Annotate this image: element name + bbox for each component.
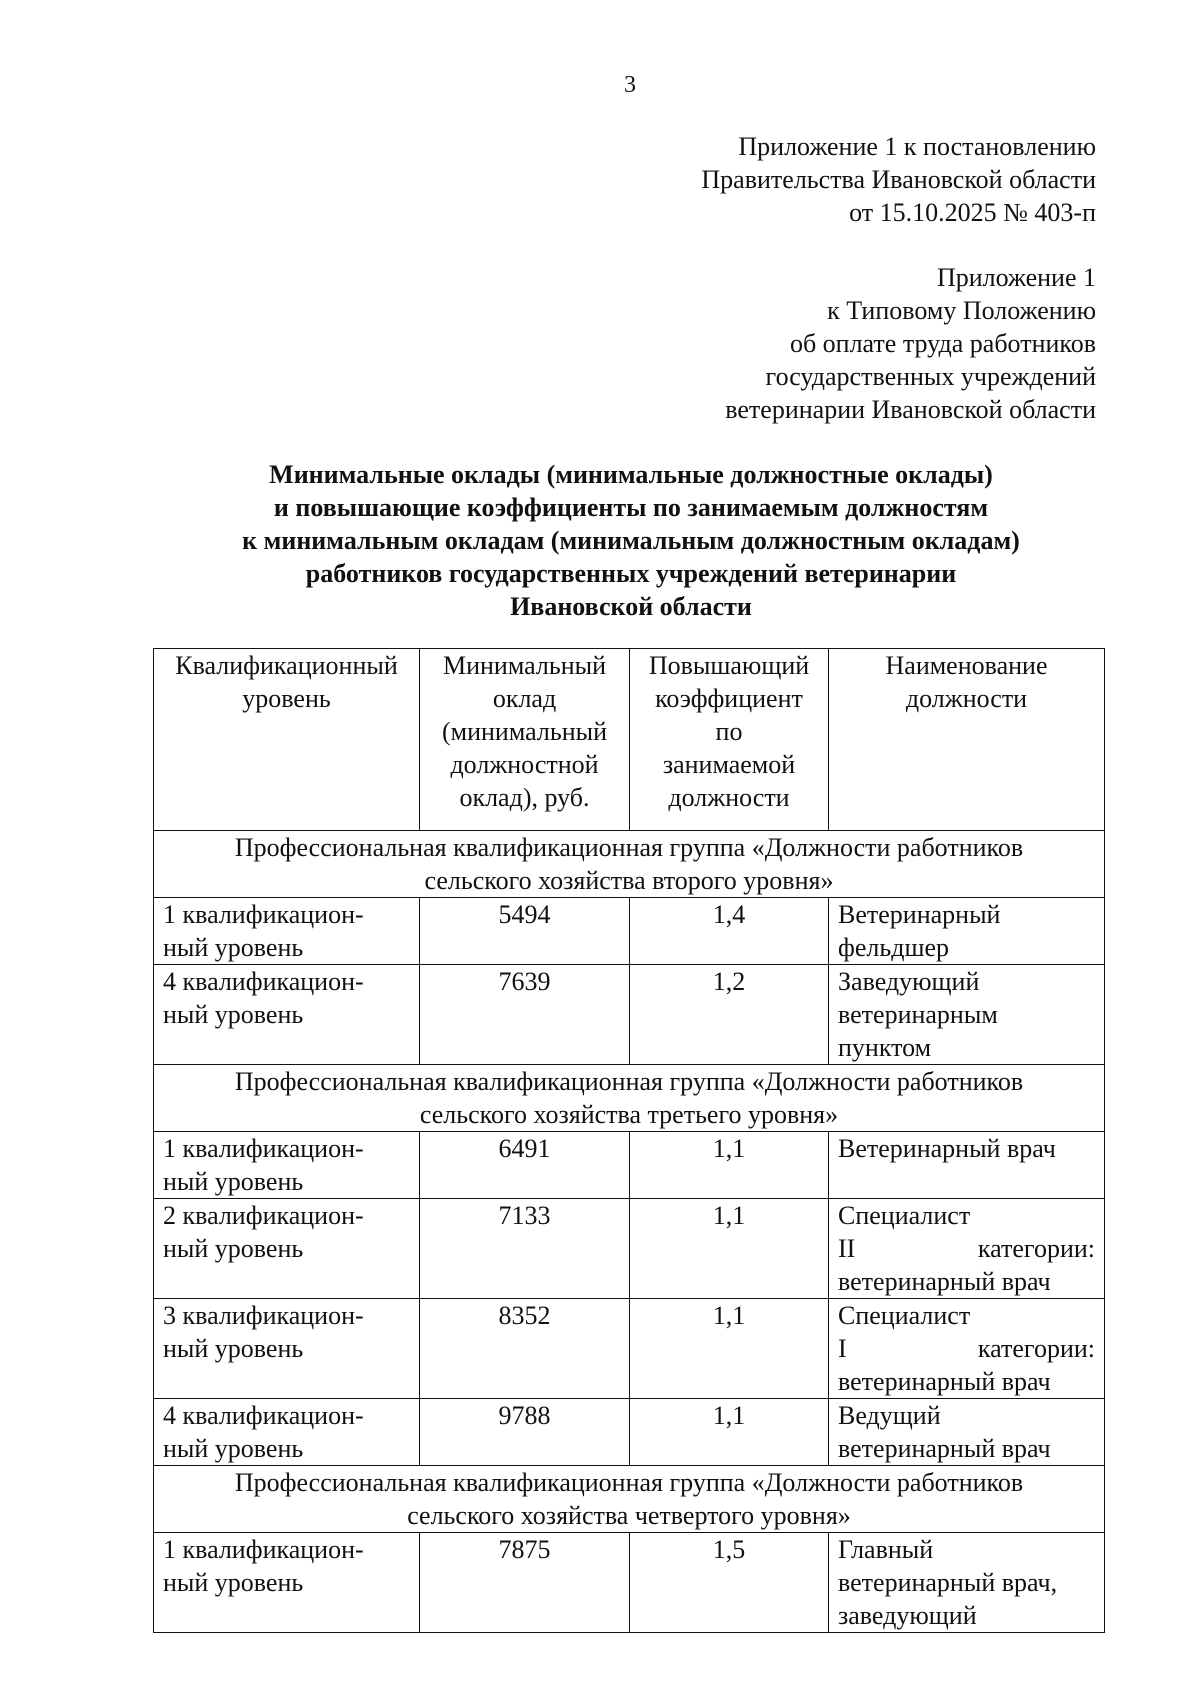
table-row: [154, 965, 1105, 1065]
header-line: ветеринарии Ивановской области: [725, 395, 1096, 424]
salary-cell: 7875: [420, 1533, 630, 1633]
level-cell: 3 квалификацион- ный уровень: [154, 1299, 420, 1399]
appendix-header-decree: [701, 130, 1096, 229]
title-line: Минимальные оклады (минимальные должностные оклады): [269, 460, 993, 489]
level-cell: 1 квалификацион- ный уровень: [154, 1132, 420, 1199]
table-row: [154, 1533, 1105, 1633]
group-title: Профессиональная квалификационная группа «Должности работников сельского хозяйства четвертого уровня»: [154, 1466, 1105, 1533]
salary-cell: 7639: [420, 965, 630, 1065]
group-row: [154, 1065, 1105, 1132]
level-cell: 1 квалификацион- ный уровень: [154, 1533, 420, 1633]
position-cell: Главный ветеринарный врач, заведующий: [829, 1533, 1105, 1633]
table-row: [154, 1299, 1105, 1399]
coefficient-cell: 1,1: [630, 1299, 829, 1399]
position-cell: Заведующий ветеринарным пунктом: [829, 965, 1105, 1065]
justified-word: I: [838, 1334, 847, 1363]
table-row: [154, 1132, 1105, 1199]
justified-word: II: [838, 1234, 856, 1263]
header-cell-coefficient: Повышающий коэффициент по занимаемой должности: [630, 649, 829, 831]
header-line: Приложение 1 к постановлению: [738, 132, 1096, 161]
salary-table: [153, 648, 1105, 1633]
title-line: к минимальным окладам (минимальным должностным окладам): [242, 526, 1020, 555]
salary-cell: 9788: [420, 1399, 630, 1466]
group-row: [154, 1466, 1105, 1533]
header-cell-salary: Минимальный оклад (минимальный должностной оклад), руб.: [420, 649, 630, 831]
header-line: Приложение 1: [936, 263, 1096, 292]
justified-line: [838, 1232, 1095, 1265]
position-cell: Специалист II категории: ветеринарный врач: [829, 1199, 1105, 1299]
header-line: Правительства Ивановской области: [701, 165, 1096, 194]
header-line: государственных учреждений: [765, 362, 1096, 391]
group-title: Профессиональная квалификационная группа «Должности работников сельского хозяйства второго уровня»: [154, 831, 1105, 898]
position-cell: Ветеринарный врач: [829, 1132, 1105, 1199]
coefficient-cell: 1,1: [630, 1199, 829, 1299]
document-title: [140, 458, 1122, 623]
group-row: [154, 831, 1105, 898]
coefficient-cell: 1,1: [630, 1132, 829, 1199]
header-line: к Типовому Положению: [827, 296, 1096, 325]
header-cell-position: Наименование должности: [829, 649, 1105, 831]
coefficient-cell: 1,4: [630, 898, 829, 965]
coefficient-cell: 1,2: [630, 965, 829, 1065]
position-cell: Ведущий ветеринарный врач: [829, 1399, 1105, 1466]
title-line: и повышающие коэффициенты по занимаемым должностям: [273, 493, 989, 522]
title-line: Ивановской области: [510, 592, 752, 621]
justified-word: категории:: [977, 1334, 1095, 1363]
level-cell: 4 квалификацион- ный уровень: [154, 1399, 420, 1466]
group-title: Профессиональная квалификационная группа «Должности работников сельского хозяйства третьего уровня»: [154, 1065, 1105, 1132]
table-row: [154, 1399, 1105, 1466]
title-line: работников государственных учреждений ветеринарии: [305, 559, 957, 588]
table-row: [154, 898, 1105, 965]
coefficient-cell: 1,5: [630, 1533, 829, 1633]
page-number: 3: [624, 72, 636, 98]
level-cell: 4 квалификацион- ный уровень: [154, 965, 420, 1065]
header-line: от 15.10.2025 № 403-п: [849, 198, 1096, 227]
level-cell: 1 квалификацион- ный уровень: [154, 898, 420, 965]
salary-cell: 6491: [420, 1132, 630, 1199]
salary-cell: 5494: [420, 898, 630, 965]
header-line: об оплате труда работников: [789, 329, 1096, 358]
position-cell: Ветеринарный фельдшер: [829, 898, 1105, 965]
salary-cell: 8352: [420, 1299, 630, 1399]
justified-line: [838, 1332, 1095, 1365]
header-cell-level: Квалификационный уровень: [154, 649, 420, 831]
justified-word: категории:: [977, 1234, 1095, 1263]
table-header-row: [154, 649, 1105, 831]
level-cell: 2 квалификацион- ный уровень: [154, 1199, 420, 1299]
appendix-header-regulation: [725, 261, 1096, 426]
position-cell: Специалист I категории: ветеринарный врач: [829, 1299, 1105, 1399]
salary-cell: 7133: [420, 1199, 630, 1299]
table-row: [154, 1199, 1105, 1299]
coefficient-cell: 1,1: [630, 1399, 829, 1466]
